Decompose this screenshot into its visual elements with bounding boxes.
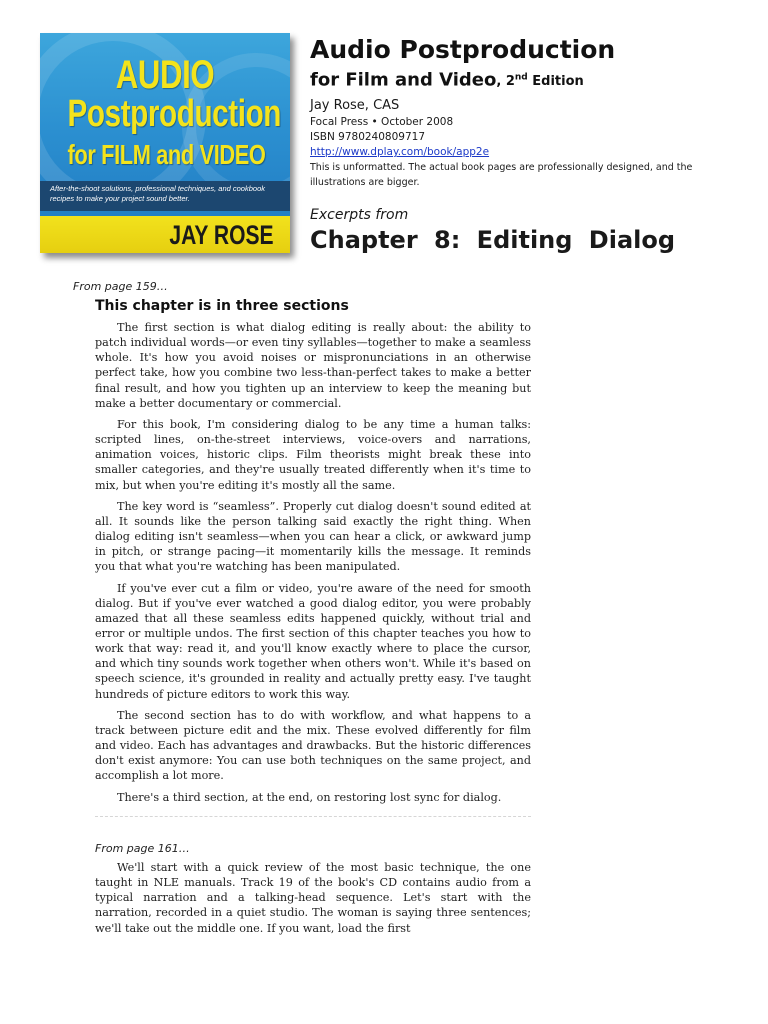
publisher-line: Focal Press • October 2008 bbox=[310, 116, 454, 129]
book-info bbox=[310, 34, 730, 256]
cover-author-band bbox=[40, 216, 290, 253]
paragraph: There's a third section, at the end, on restoring lost sync for dialog. bbox=[117, 790, 502, 804]
book-author: Jay Rose, CAS bbox=[310, 98, 400, 114]
section-divider bbox=[95, 816, 531, 817]
book-url-link[interactable]: http://www.dplay.com/book/app2e bbox=[310, 146, 490, 159]
cover-author: JAY ROSE bbox=[169, 220, 274, 250]
paragraph: The first section is what dialog editing is really about: the ability to patch individual words—or even tiny syllables—together to make a seamless whole. It's how you avoid noises or mispronunciations in an otherwise perfect take, how you combine two less-than-perfect takes to make a better final result, and how you tighten up an interview to keep the meaning but make a better documentary or commercial. bbox=[95, 321, 531, 410]
excerpt-body bbox=[95, 320, 531, 811]
paragraph: We'll start with a quick review of the most basic technique, the one taught in NLE manuals. Track 19 of the book's CD contains audio from a typical narration and a talking-head sequence. Let's start with the narration, recorded in a quiet studio. The woman is saying three sentences; we'll take out the middle one. If you want, load the first bbox=[95, 861, 531, 935]
edition-prefix: , 2 bbox=[496, 74, 515, 90]
unformatted-note: This is unformatted. The actual book pages are professionally designed, and the illustrations are bigger. bbox=[310, 162, 693, 189]
paragraph: The second section has to do with workflow, and what happens to a track between picture edit and the mix. These evolved differently for film and video. Each has advantages and drawbacks. But the historic differences don't exist anymore: You can use both techniques on the same project, and accomplish a lot more. bbox=[95, 708, 531, 783]
paragraph: The key word is “seamless”. Properly cut dialog doesn't sound edited at all. It sounds like the person talking said exactly the right thing. When dialog editing isn't seamless—when you can hear a click, or awkward jump in pitch, or strange pacing—it momentarily kills the message. It reminds you that what you're watching has been manipulated. bbox=[95, 499, 531, 574]
book-subtitle-text: for Film and Video bbox=[310, 69, 497, 91]
cover-title-line3: for FILM and VIDEO bbox=[67, 139, 266, 170]
cover-tagline: After-the-shoot solutions, professional techniques, and cookbook recipes to make your project sound better. bbox=[40, 181, 290, 211]
book-edition bbox=[496, 74, 583, 89]
cover-title-line1: AUDIO bbox=[115, 53, 215, 97]
book-cover-image bbox=[40, 33, 290, 253]
excerpts-label: Excerpts from bbox=[310, 207, 409, 224]
paragraph: If you've ever cut a film or video, you're aware of the need for smooth dialog. But if you've ever watched a good dialog editor, you were probably amazed that all these seamless edits happened quickly, without trial and error or multiple undos. The first section of this chapter teaches you how to work that way: read it, and you'll know exactly where to place the cursor, and which tiny sounds work together when others won't. While it's based on speech science, it's grounded in reality and actually pretty easy. I've taught hundreds of picture editors to work this way. bbox=[95, 581, 531, 701]
section-heading: This chapter is in three sections bbox=[95, 298, 349, 314]
page-reference: From page 159… bbox=[73, 280, 168, 293]
paragraph: For this book, I'm considering dialog to be any time a human talks: scripted lines, on-the-street interviews, voice-overs and narrations, animation voices, historic clips. Film theorists might break these into smaller categories, and they're usually treated differently when it's time to mix, but when you're editing it's mostly all the same. bbox=[95, 417, 531, 492]
book-title: Audio Postproduction bbox=[310, 35, 616, 64]
edition-suffix: Edition bbox=[527, 74, 584, 90]
chapter-title: Chapter 8: Editing Dialog bbox=[310, 226, 676, 255]
book-subtitle bbox=[310, 66, 730, 94]
edition-sup: nd bbox=[514, 73, 528, 83]
isbn: ISBN 9780240809717 bbox=[310, 131, 426, 144]
cover-title-line2: Postproduction bbox=[67, 93, 282, 135]
excerpt-body bbox=[95, 860, 531, 942]
page-reference: From page 161… bbox=[95, 842, 190, 855]
